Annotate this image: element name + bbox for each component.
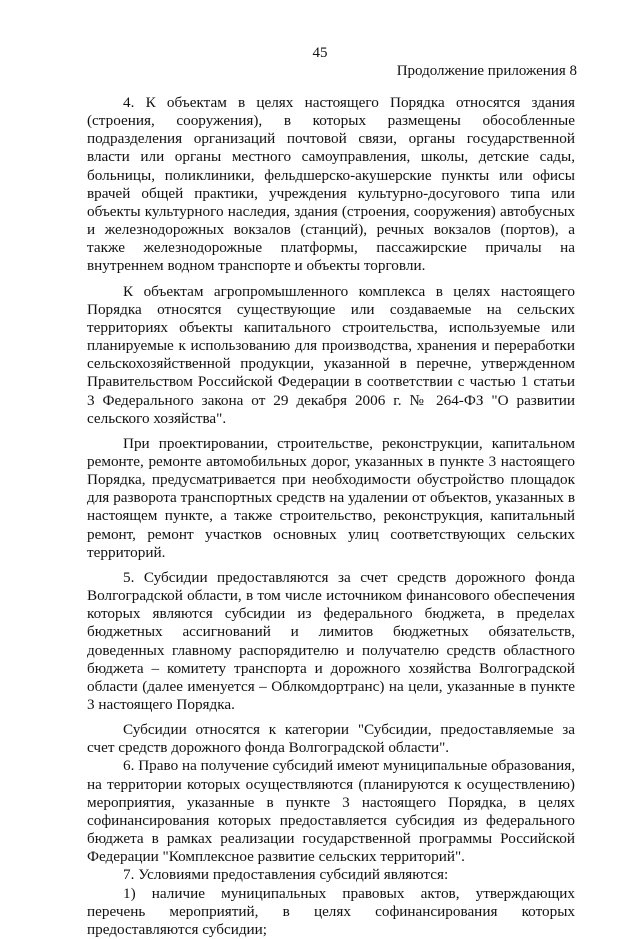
paragraph-condition-1: 1) наличие муниципальных правовых актов, утверждающих перечень мероприятий, в целях софинансирования которых предоставляются субсидии; [87, 884, 575, 938]
paragraph-subsidy-category: Субсидии относятся к категории "Субсидии, предоставляемые за счет средств дорожного фонда Волгоградской области". [87, 721, 575, 757]
paragraph-design-construction: При проектировании, строительстве, реконструкции, капитальном ремонте, ремонте автомобильных дорог, указанных в пункте 3 настоящего Порядка, предусматривается при необходимости обустройство площадок для разворота транспортных средств на удалении от объектов, указанных в настоящем пункте, а также строительство, реконструкция, капитальный ремонт, ремонт участков основных улиц соответствующих сельских территорий. [87, 434, 575, 561]
paragraph-agro-objects: К объектам агропромышленного комплекса в целях настоящего Порядка относятся существующие или создаваемые на сельских территориях объекты капитального строительства, используемые или планируемые к использованию для производства, хранения и переработки сельскохозяйственной продукции, указанной в перечне, утвержденном Правительством Российской Федерации в соответствии с частью 1 статьи 3 Федерального закона от 29 декабря 2006 г. № 264-ФЗ "О развитии сельского хозяйства". [87, 282, 575, 427]
paragraph-6-right-to-subsidy: 6. Право на получение субсидий имеют муниципальные образования, на территории которых осуществляются (планируются к осуществлению) мероприятия, указанные в пункте 3 настоящего Порядка, в целях софинансирования которых предоставляется субсидия из федерального бюджета в рамках реализации государственной программы Российской Федерации "Комплексное развитие сельских территорий". [87, 757, 575, 866]
paragraph-7-conditions: 7. Условиями предоставления субсидий являются: [123, 866, 449, 884]
document-body [87, 94, 575, 939]
paragraph-5-subsidies-source: 5. Субсидии предоставляются за счет средств дорожного фонда Волгоградской области, в том числе источником финансового обеспечения которых являются субсидии из федерального бюджета, в пределах бюджетных ассигнований и лимитов бюджетных обязательств, доведенных главному распорядителю и получателю средств областного бюджета – комитету транспорта и дорожного хозяйства Волгоградской области (далее именуется – Облкомдортранс) на цели, указанные в пункте 3 настоящего Порядка. [87, 568, 575, 713]
page-number: 45 [312, 45, 328, 61]
appendix-continuation-note: Продолжение приложения 8 [396, 63, 577, 79]
paragraph-4-objects: 4. К объектам в целях настоящего Порядка относятся здания (строения, сооружения), в которых размещены обособленные подразделения организаций почтовой связи, органы государственной власти или органы местного самоуправления, школы, детские сады, больницы, поликлиники, фельдшерско-акушерские пункты или офисы врачей общей практики, учреждения культурно-досугового типа или объекты культурного наследия, здания (строения, сооружения) автобусных и железнодорожных вокзалов (станций), речных вокзалов (портов), а также железнодорожные платформы, пассажирские причалы на внутреннем водном транспорте и объекты торговли. [87, 94, 575, 275]
